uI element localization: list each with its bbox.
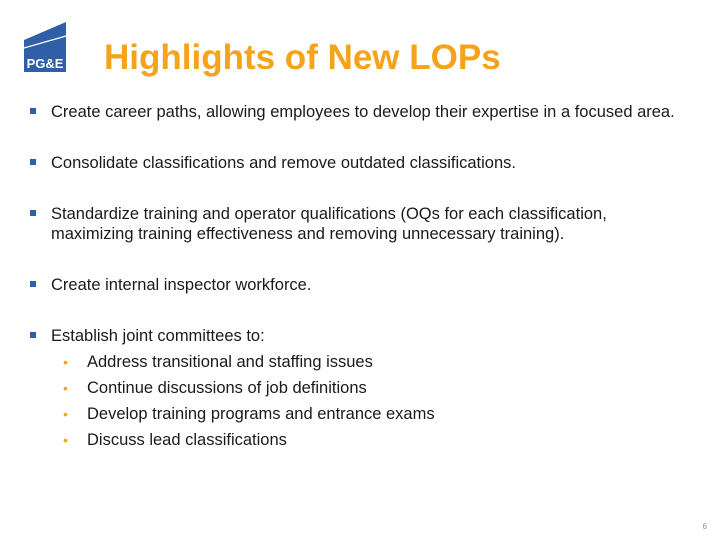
sub-bullet-item xyxy=(30,401,690,427)
bullet-text: Create internal inspector workforce. xyxy=(51,276,312,294)
pge-logo xyxy=(22,20,68,74)
square-bullet-icon xyxy=(30,159,36,165)
bullet-text: Establish joint committees to: xyxy=(51,327,265,345)
bullet-item xyxy=(30,153,690,173)
bullet-item xyxy=(30,275,690,295)
sub-bullet-item xyxy=(30,375,690,401)
sub-bullet-text: Discuss lead classifications xyxy=(87,431,287,449)
sub-bullet-text: Continue discussions of job definitions xyxy=(87,379,367,397)
square-bullet-icon xyxy=(30,108,36,114)
square-bullet-icon xyxy=(30,210,36,216)
bullet-item xyxy=(30,102,690,122)
bullet-text: Consolidate classifications and remove outdated classifications. xyxy=(51,154,516,172)
bullet-list xyxy=(30,102,690,453)
square-bullet-icon xyxy=(30,332,36,338)
dot-bullet-icon: • xyxy=(63,380,68,396)
bullet-item xyxy=(30,204,690,244)
slide-title: Highlights of New LOPs xyxy=(104,38,501,77)
bullet-text: Standardize training and operator qualifications (OQs for each classification, maximizing training effectiveness and removing unnecessary training). xyxy=(51,205,607,243)
square-bullet-icon xyxy=(30,281,36,287)
sub-bullet-text: Develop training programs and entrance exams xyxy=(87,405,435,423)
page-number: 6 xyxy=(702,522,707,531)
sub-bullet-item xyxy=(30,349,690,375)
bullet-item xyxy=(30,326,690,346)
bullet-text: Create career paths, allowing employees to develop their expertise in a focused area. xyxy=(51,103,675,121)
sub-bullet-text: Address transitional and staffing issues xyxy=(87,353,373,371)
dot-bullet-icon: • xyxy=(63,406,68,422)
sub-bullet-item xyxy=(30,427,690,453)
logo-text: PG&E xyxy=(26,56,64,71)
dot-bullet-icon: • xyxy=(63,432,68,448)
dot-bullet-icon: • xyxy=(63,354,68,370)
